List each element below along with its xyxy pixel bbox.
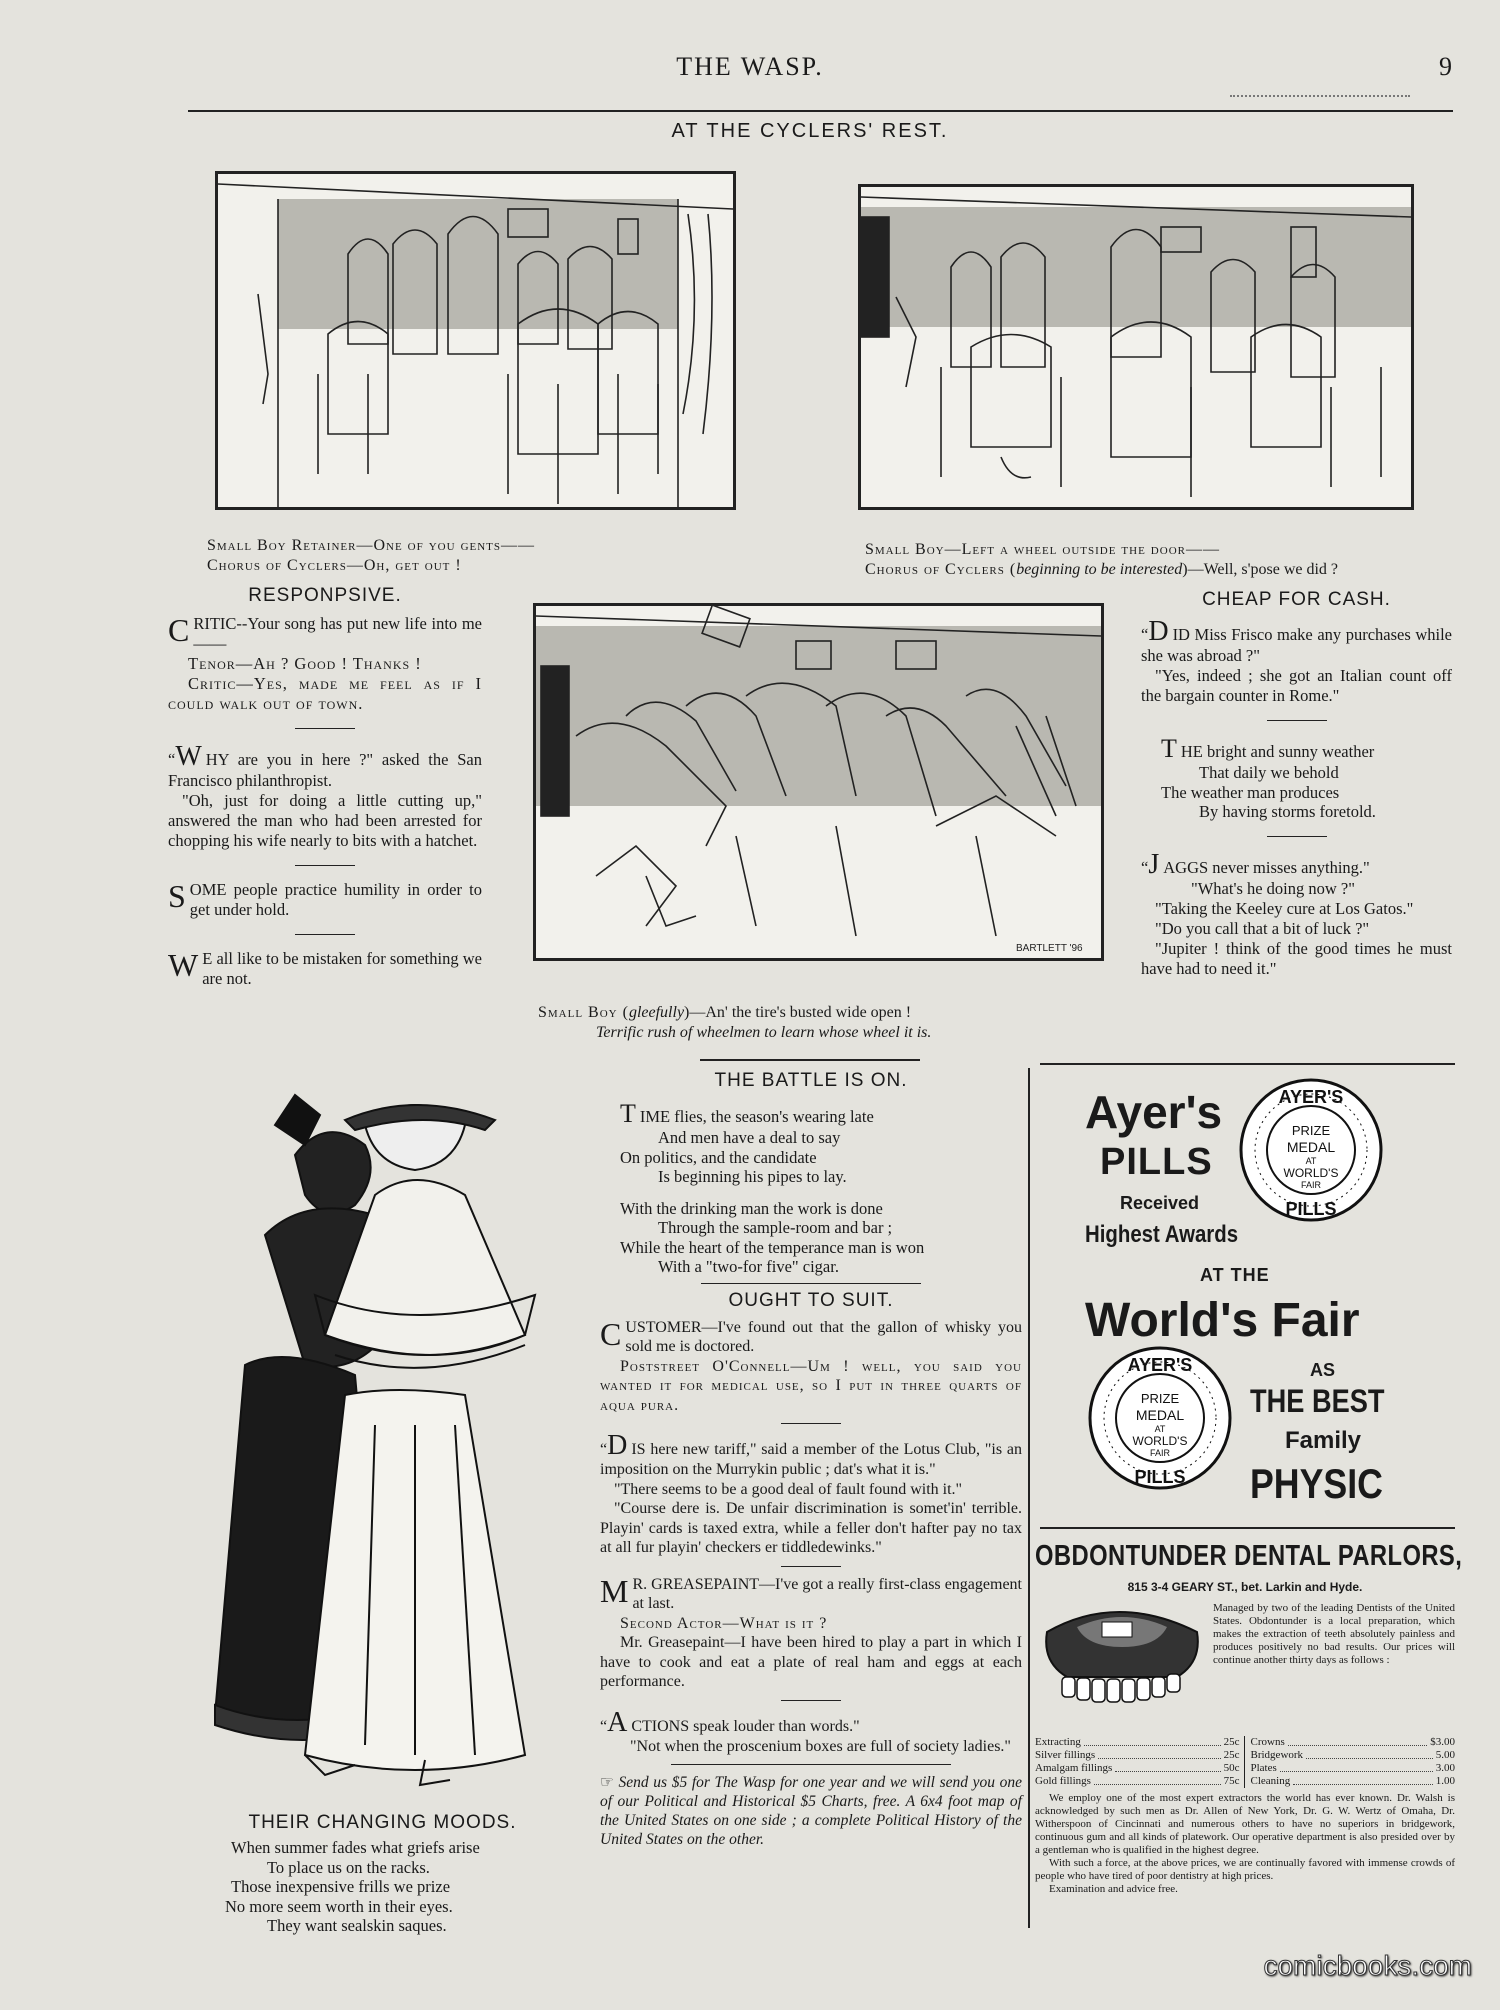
separator xyxy=(781,1566,841,1567)
price-service: Amalgam fillings xyxy=(1035,1762,1113,1774)
why-line: HY are you in here ?" asked the San Francisco philanthropist. xyxy=(168,750,482,790)
greasepaint-joke xyxy=(600,1572,1022,1614)
price-leader xyxy=(1306,1749,1433,1759)
price-amount: 5.00 xyxy=(1435,1749,1455,1761)
cyclers-illustration-1 xyxy=(215,171,736,510)
price-service: Extracting xyxy=(1035,1736,1081,1748)
poem-line4: By having storms foretold. xyxy=(1199,802,1376,821)
dropcap-t2: T xyxy=(620,1099,636,1128)
caption1-line2: Chorus of Cyclers—Oh, get out ! xyxy=(207,557,462,574)
dropcap-m: M xyxy=(600,1572,629,1609)
separator xyxy=(781,1423,841,1424)
caption3-line1 xyxy=(538,1003,1058,1023)
center-column xyxy=(600,1070,1022,1849)
dropcap-c: C xyxy=(168,612,190,648)
subscription-offer xyxy=(600,1773,1022,1849)
jaggs-line3: "Taking the Keeley cure at Los Gatos." xyxy=(1155,898,1414,918)
caption3-stage-direction: gleefully xyxy=(628,1004,685,1021)
battle-poem xyxy=(600,1100,1022,1277)
some-line: OME people practice humility in order to get under hold. xyxy=(189,880,482,919)
critic-line1: RITIC--Your song has put new life into me—— xyxy=(193,614,482,653)
ayers-as: AS xyxy=(1310,1360,1336,1380)
page-number: 9 xyxy=(1439,52,1452,81)
battle-line: IME flies, the season's wearing late xyxy=(639,1107,874,1126)
medal-medal-text: MEDAL xyxy=(1286,1139,1336,1155)
medal-bottom-text: PILLS xyxy=(1134,1467,1186,1487)
ladies-illustration xyxy=(205,1065,560,1790)
we-joke xyxy=(168,949,482,989)
medal-fair-text: FAIR xyxy=(1300,1180,1322,1190)
did-joke: “D ID Miss Frisco make any purchases while she was abroad ?" xyxy=(1141,616,1452,665)
moods-line: They want sealskin saques. xyxy=(267,1916,447,1935)
price-service: Bridgework xyxy=(1250,1749,1304,1761)
dropcap-s: S xyxy=(168,878,186,914)
caption1-line1: Small Boy Retainer—One of you gents—— xyxy=(207,537,536,554)
medal-bottom-text: PILLS xyxy=(1285,1199,1337,1219)
price-row xyxy=(1251,1749,1456,1762)
caption2-stage-direction: beginning to be interested xyxy=(1016,561,1183,578)
dental-footer xyxy=(1035,1792,1455,1896)
caption-illustration-1 xyxy=(207,536,627,576)
caption3-line2: Terrific rush of wheelmen to learn whose wheel it is. xyxy=(596,1024,932,1041)
changing-moods-title: THEIR CHANGING MOODS. xyxy=(248,1812,517,1833)
dental-footer-3: Examination and advice free. xyxy=(1049,1883,1178,1895)
price-leader xyxy=(1115,1762,1220,1772)
separator xyxy=(1267,836,1327,837)
jaggs-line1: AGGS never misses anything." xyxy=(1163,857,1370,877)
prize-medal-icon xyxy=(1236,1075,1386,1225)
battle-line: On politics, and the candidate xyxy=(620,1147,817,1167)
header-rule xyxy=(188,110,1453,112)
price-service: Cleaning xyxy=(1250,1775,1291,1787)
dropcap-w2: W xyxy=(168,947,199,983)
separator xyxy=(295,934,355,935)
customer-line: USTOMER—I've found out that the gallon of whisky you sold me is doctored. xyxy=(625,1318,1022,1355)
price-service: Crowns xyxy=(1250,1736,1285,1748)
greasepaint-line: R. GREASEPAINT—I've got a really first-class engagement at last. xyxy=(632,1575,1022,1612)
poem-line2: That daily we behold xyxy=(1199,763,1339,782)
cyclers-illustration-2 xyxy=(858,184,1414,510)
dental-ad xyxy=(1035,1540,1463,1940)
we-line: E all like to be mistaken for something we are not. xyxy=(202,949,482,988)
page-header-title: THE WASP. xyxy=(676,52,824,81)
dental-address: 815 3-4 GEARY ST., bet. Larkin and Hyde. xyxy=(1127,1580,1363,1594)
poem-line1: HE bright and sunny weather xyxy=(1180,742,1375,761)
price-leader xyxy=(1293,1775,1433,1785)
dis-line2: "There seems to be a good deal of fault found with it." xyxy=(614,1480,963,1498)
battle-line: Is beginning his pipes to lay. xyxy=(658,1167,847,1186)
price-list-right xyxy=(1245,1736,1456,1788)
left-column xyxy=(168,586,482,989)
critic-line2: Critic—Yes, made me feel as if I could walk out of town. xyxy=(168,674,482,713)
moods-line: Those inexpensive frills we prize xyxy=(231,1877,451,1896)
price-amount: 25c xyxy=(1223,1749,1240,1761)
price-row xyxy=(1035,1762,1240,1775)
ayers-product: PILLS xyxy=(1100,1141,1213,1183)
dropcap-t: T xyxy=(1161,734,1177,763)
price-service: Plates xyxy=(1250,1762,1277,1774)
dental-body: Managed by two of the leading Dentists of the United States. Obdontunder is a local preparation, which makes the extraction of teeth absolutely painless and produces positively no bad results. Our prices will continue another thirty days as follows : xyxy=(1213,1602,1455,1666)
some-joke xyxy=(168,880,482,920)
separator xyxy=(1267,720,1327,721)
poststreet-line: Poststreet O'Connell—Um ! well, you said you wanted it for medical use, so I put in three quarts of aqua pura. xyxy=(600,1357,1022,1414)
ayers-family: Family xyxy=(1285,1427,1362,1454)
actions-line2: "Not when the proscenium boxes are full of society ladies." xyxy=(630,1737,1011,1755)
caption2-line2 xyxy=(865,560,1465,580)
cyclers-title: AT THE CYCLERS' REST. xyxy=(671,120,949,142)
ad-column-rule xyxy=(1028,1068,1030,1928)
separator xyxy=(295,865,355,866)
dropcap-a: A xyxy=(607,1706,628,1738)
medal-top-text: AYER'S xyxy=(1278,1087,1344,1107)
cheap-for-cash-title: CHEAP FOR CASH. xyxy=(1202,589,1391,610)
ayers-highest: Highest Awards xyxy=(1085,1221,1239,1248)
second-actor-line: Second Actor—What is it ? xyxy=(620,1614,828,1632)
price-leader xyxy=(1288,1736,1428,1746)
price-row xyxy=(1251,1736,1456,1749)
header-dots xyxy=(1230,95,1410,97)
offer-text: Send us $5 for The Wasp for one year and we will send you one of our Political and Historical $5 Charts, free. A 6x4 foot map of the United States on one side ; a complete Political History of the United States on the other. xyxy=(600,1774,1023,1848)
caption-illustration-2 xyxy=(865,540,1465,580)
separator xyxy=(295,728,355,729)
illustration-signature: BARTLETT '96 xyxy=(1016,943,1083,954)
did-line: ID Miss Frisco make any purchases while she was abroad ?" xyxy=(1141,625,1452,665)
moods-line: To place us on the racks. xyxy=(267,1857,430,1877)
price-leader xyxy=(1094,1775,1221,1785)
poem-line3: The weather man produces xyxy=(1161,782,1340,802)
ought-body xyxy=(600,1315,1023,1850)
dropcap-d2: D xyxy=(607,1430,628,1461)
ayers-pills-ad xyxy=(1040,1075,1455,1515)
price-amount: 3.00 xyxy=(1435,1762,1455,1774)
price-leader xyxy=(1280,1762,1433,1772)
jaggs-line4: "Do you call that a bit of luck ?" xyxy=(1155,918,1370,938)
ayers-received: Received xyxy=(1120,1193,1200,1213)
medal-worlds-text: WORLD'S xyxy=(1283,1166,1339,1180)
price-leader xyxy=(1098,1749,1220,1759)
medal-prize-text: PRIZE xyxy=(1140,1391,1180,1406)
price-amount: 25c xyxy=(1223,1736,1240,1748)
why-joke: “W HY are you in here ?" asked the San Francisco philanthropist. xyxy=(168,741,482,790)
price-row xyxy=(1251,1762,1456,1775)
dis-line3: "Course dere is. De unfair discrimination is somet'in' terrible. Playin' cards is taxed extra, while a feller don't hafter pay no tax at all fur playin' checkers er tiddledewinks." xyxy=(600,1500,1022,1556)
price-row xyxy=(1035,1775,1240,1788)
price-amount: 75c xyxy=(1223,1775,1240,1787)
battle-line: Through the sample-room and bar ; xyxy=(658,1218,893,1237)
price-row xyxy=(1035,1749,1240,1762)
separator xyxy=(671,1764,951,1765)
dropcap-j: J xyxy=(1148,848,1160,880)
price-row xyxy=(1035,1736,1240,1749)
medal-worlds-text: WORLD'S xyxy=(1132,1434,1188,1448)
separator xyxy=(701,1283,921,1284)
prize-medal-icon xyxy=(1085,1343,1235,1493)
caption2-speaker: Chorus of Cyclers ( xyxy=(865,561,1017,578)
ayers-physic: PHYSIC xyxy=(1250,1460,1383,1507)
changing-moods-poem xyxy=(205,1812,560,1936)
responpsive-title: RESPONPSIVE. xyxy=(248,585,402,606)
battle-line: With the drinking man the work is done xyxy=(620,1198,883,1218)
price-amount: 1.00 xyxy=(1435,1775,1455,1787)
battle-line: While the heart of the temperance man is won xyxy=(620,1237,925,1257)
battle-title: THE BATTLE IS ON. xyxy=(714,1070,908,1091)
center-top-rule xyxy=(700,1059,920,1061)
medal-prize-text: PRIZE xyxy=(1291,1123,1331,1138)
caption2-speech: )—Well, s'pose we did ? xyxy=(1182,561,1339,578)
dental-top-rule xyxy=(1040,1527,1455,1529)
jaggs-line2: "What's he doing now ?" xyxy=(1191,878,1355,898)
critic-joke xyxy=(168,614,482,654)
price-amount: $3.00 xyxy=(1430,1736,1455,1748)
greasepaint-line2: Mr. Greasepaint—I have been hired to play a part in which I have to cook and eat a plate of real ham and eggs at each performance. xyxy=(600,1634,1022,1690)
price-service: Gold fillings xyxy=(1035,1775,1091,1787)
price-service: Silver fillings xyxy=(1035,1749,1096,1761)
weather-poem xyxy=(1141,735,1452,822)
battle-line: And men have a deal to say xyxy=(658,1128,841,1147)
pointing-hand-icon: ☞ xyxy=(600,1774,614,1791)
moods-line: No more seem worth in their eyes. xyxy=(225,1896,453,1916)
caption-illustration-3 xyxy=(538,1003,1058,1043)
actions-line: CTIONS speak louder than words." xyxy=(631,1717,860,1735)
cyclers-illustration-3 xyxy=(533,603,1104,961)
medal-medal-text: MEDAL xyxy=(1135,1407,1185,1423)
dental-price-table xyxy=(1035,1736,1455,1788)
watermark: comicbooks.com xyxy=(1263,1950,1472,1981)
medal-fair-text: FAIR xyxy=(1149,1448,1171,1458)
jaggs-line5: "Jupiter ! think of the good times he must have had to need it." xyxy=(1141,938,1452,978)
caption3-speaker: Small Boy ( xyxy=(538,1004,629,1021)
caption2-line1: Small Boy—Left a wheel outside the door—— xyxy=(865,541,1220,558)
jaggs-joke: “J AGGS never misses anything." xyxy=(1141,848,1370,880)
ayers-best: THE BEST xyxy=(1250,1383,1385,1419)
medal-at-text: AT xyxy=(1305,1156,1317,1166)
separator xyxy=(781,1700,841,1701)
price-leader xyxy=(1084,1736,1221,1746)
dental-title: OBDONTUNDER DENTAL PARLORS, xyxy=(1035,1540,1463,1572)
moods-line: When summer fades what griefs arise xyxy=(231,1838,480,1857)
dis-joke: “D IS here new tariff," said a member of the Lotus Club, "is an imposition on the Murrykin public ; dat's what it is." xyxy=(600,1430,1022,1478)
did-answer: "Yes, indeed ; she got an Italian count off the bargain counter in Rome." xyxy=(1141,666,1452,705)
moods-lines xyxy=(205,1838,560,1936)
medal-at-text: AT xyxy=(1154,1424,1166,1434)
dental-footer-2: With such a force, at the above prices, we are continually favored with immense crowds of people who have tired of poor dentistry at high prices. xyxy=(1035,1857,1455,1882)
why-answer: "Oh, just for doing a little cutting up," answered the man who had been arrested for chopping his wife nearly to bits with a hatchet. xyxy=(168,791,482,850)
caption3-speech: )—An' the tire's busted wide open ! xyxy=(684,1004,912,1021)
actions-joke: “A CTIONS speak louder than words." xyxy=(600,1706,860,1738)
ad-top-rule xyxy=(1040,1063,1455,1065)
tenor-line: Tenor—Ah ? Good ! Thanks ! xyxy=(188,654,422,673)
teeth-illustration xyxy=(1037,1602,1202,1707)
battle-line: With a "two-for five" cigar. xyxy=(658,1257,839,1276)
ayers-fair: World's Fair xyxy=(1085,1294,1360,1347)
medal-top-text: AYER'S xyxy=(1127,1355,1193,1375)
dropcap-d: D xyxy=(1148,616,1169,647)
dropcap-w: W xyxy=(175,741,202,772)
price-row xyxy=(1251,1775,1456,1788)
dental-footer-1: We employ one of the most expert extractors the world has ever known. Dr. Walsh is acknowledged by such men as Dr. Allen of New York, Dr. G. W. Wertz of Omaha, Dr. Witherspoon of Cincinnati and numerous others to have no superiors in bridgework, continuous gum and all kinds of platework. Our operative department is also presided over by a gentleman who is qualified in the highest degree. xyxy=(1035,1792,1455,1856)
ayers-at-the: AT THE xyxy=(1200,1265,1270,1285)
ought-title: OUGHT TO SUIT. xyxy=(728,1289,894,1311)
price-amount: 50c xyxy=(1223,1762,1240,1774)
price-list-left xyxy=(1035,1736,1245,1788)
dis-line: IS here new tariff," said a member of the Lotus Club, "is an imposition on the Murrykin public ; dat's what it is." xyxy=(600,1441,1022,1478)
customer-joke xyxy=(600,1315,1022,1357)
dropcap-c2: C xyxy=(600,1315,622,1352)
ayers-name: Ayer's xyxy=(1085,1086,1223,1138)
right-column xyxy=(1141,590,1452,979)
